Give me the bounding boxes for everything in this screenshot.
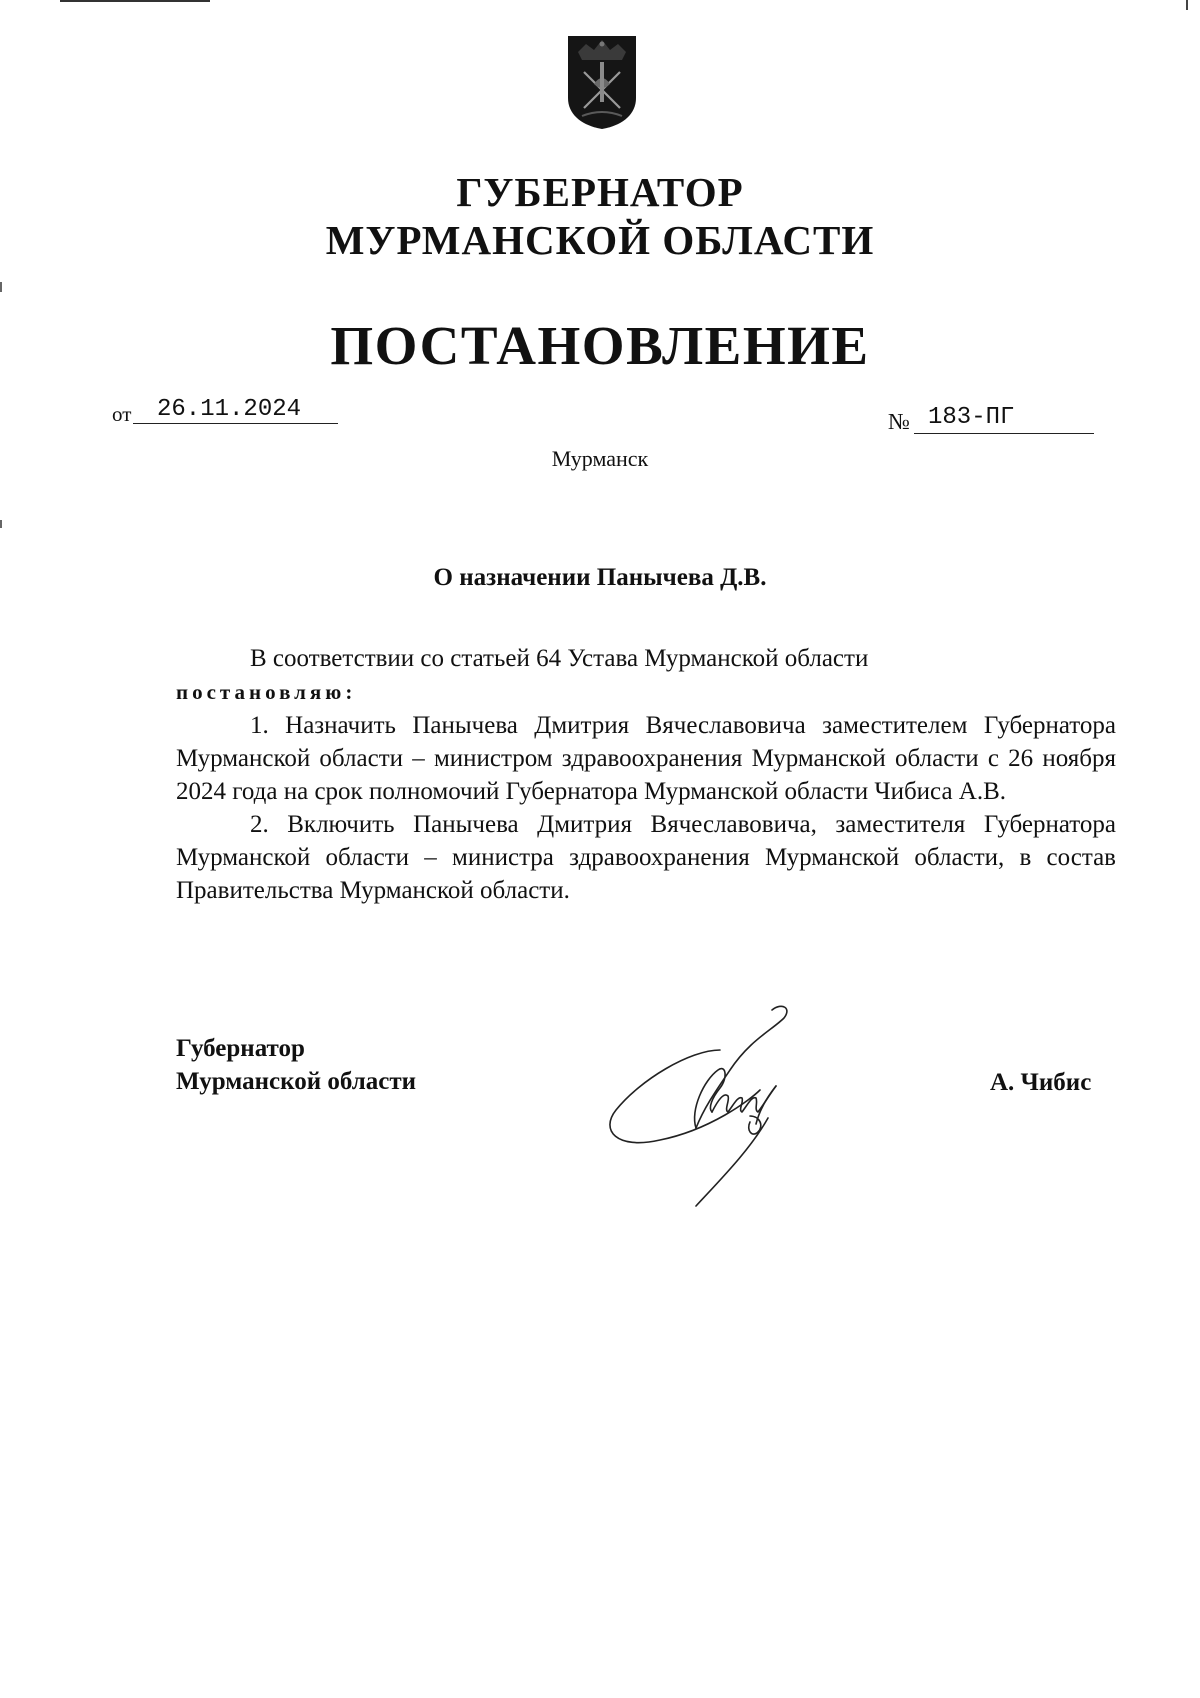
decree-paragraph bbox=[176, 675, 1116, 709]
scan-artifact-mark bbox=[0, 282, 2, 292]
authority-title-line2: МУРМАНСКОЙ ОБЛАСТИ bbox=[325, 217, 875, 263]
signatory-title-line2: Мурманской области bbox=[176, 1068, 417, 1095]
authority-title-line1: ГУБЕРНАТОР bbox=[456, 169, 744, 215]
number-prefix: № bbox=[888, 409, 910, 434]
signer-name: А. Чибис bbox=[990, 1069, 1092, 1096]
intro-text: В соответствии со статьей 64 Устава Мурманской области bbox=[250, 645, 869, 672]
scan-artifact-mark bbox=[1186, 0, 1188, 10]
date-prefix: от bbox=[112, 402, 132, 426]
document-type-title: ПОСТАНОВЛЕНИЕ bbox=[330, 315, 870, 376]
item-1-paragraph: 1. Назначить Панычева Дмитрия Вячеславовича заместителем Губернатора Мурманской области – министром здравоохранения Мурманской области с 26 ноября 2024 года на срок полномочий Губернатора Мурманской области Чибиса А.В. bbox=[176, 712, 1116, 805]
city-label: Мурманск bbox=[551, 446, 649, 471]
intro-paragraph bbox=[176, 642, 1116, 675]
scan-artifact-mark bbox=[0, 520, 2, 528]
document-date: 26.11.2024 bbox=[133, 398, 338, 424]
signatory-title-line1: Губернатор bbox=[176, 1035, 305, 1062]
signatory-title bbox=[176, 1032, 416, 1098]
document-body bbox=[176, 642, 1116, 907]
coat-of-arms-icon bbox=[564, 32, 640, 130]
document-subject: О назначении Панычева Д.В. bbox=[433, 564, 767, 591]
handwritten-signature-icon bbox=[600, 1000, 830, 1210]
document-number: 183-ПГ bbox=[914, 406, 1094, 434]
item-2-paragraph: 2. Включить Панычева Дмитрия Вячеславовича, заместителя Губернатора Мурманской области – министра здравоохранения Мурманской области, в состав Правительства Мурманской области. bbox=[176, 811, 1116, 904]
decree-word: постановляю: bbox=[176, 680, 357, 704]
scan-artifact-line bbox=[60, 0, 210, 2]
